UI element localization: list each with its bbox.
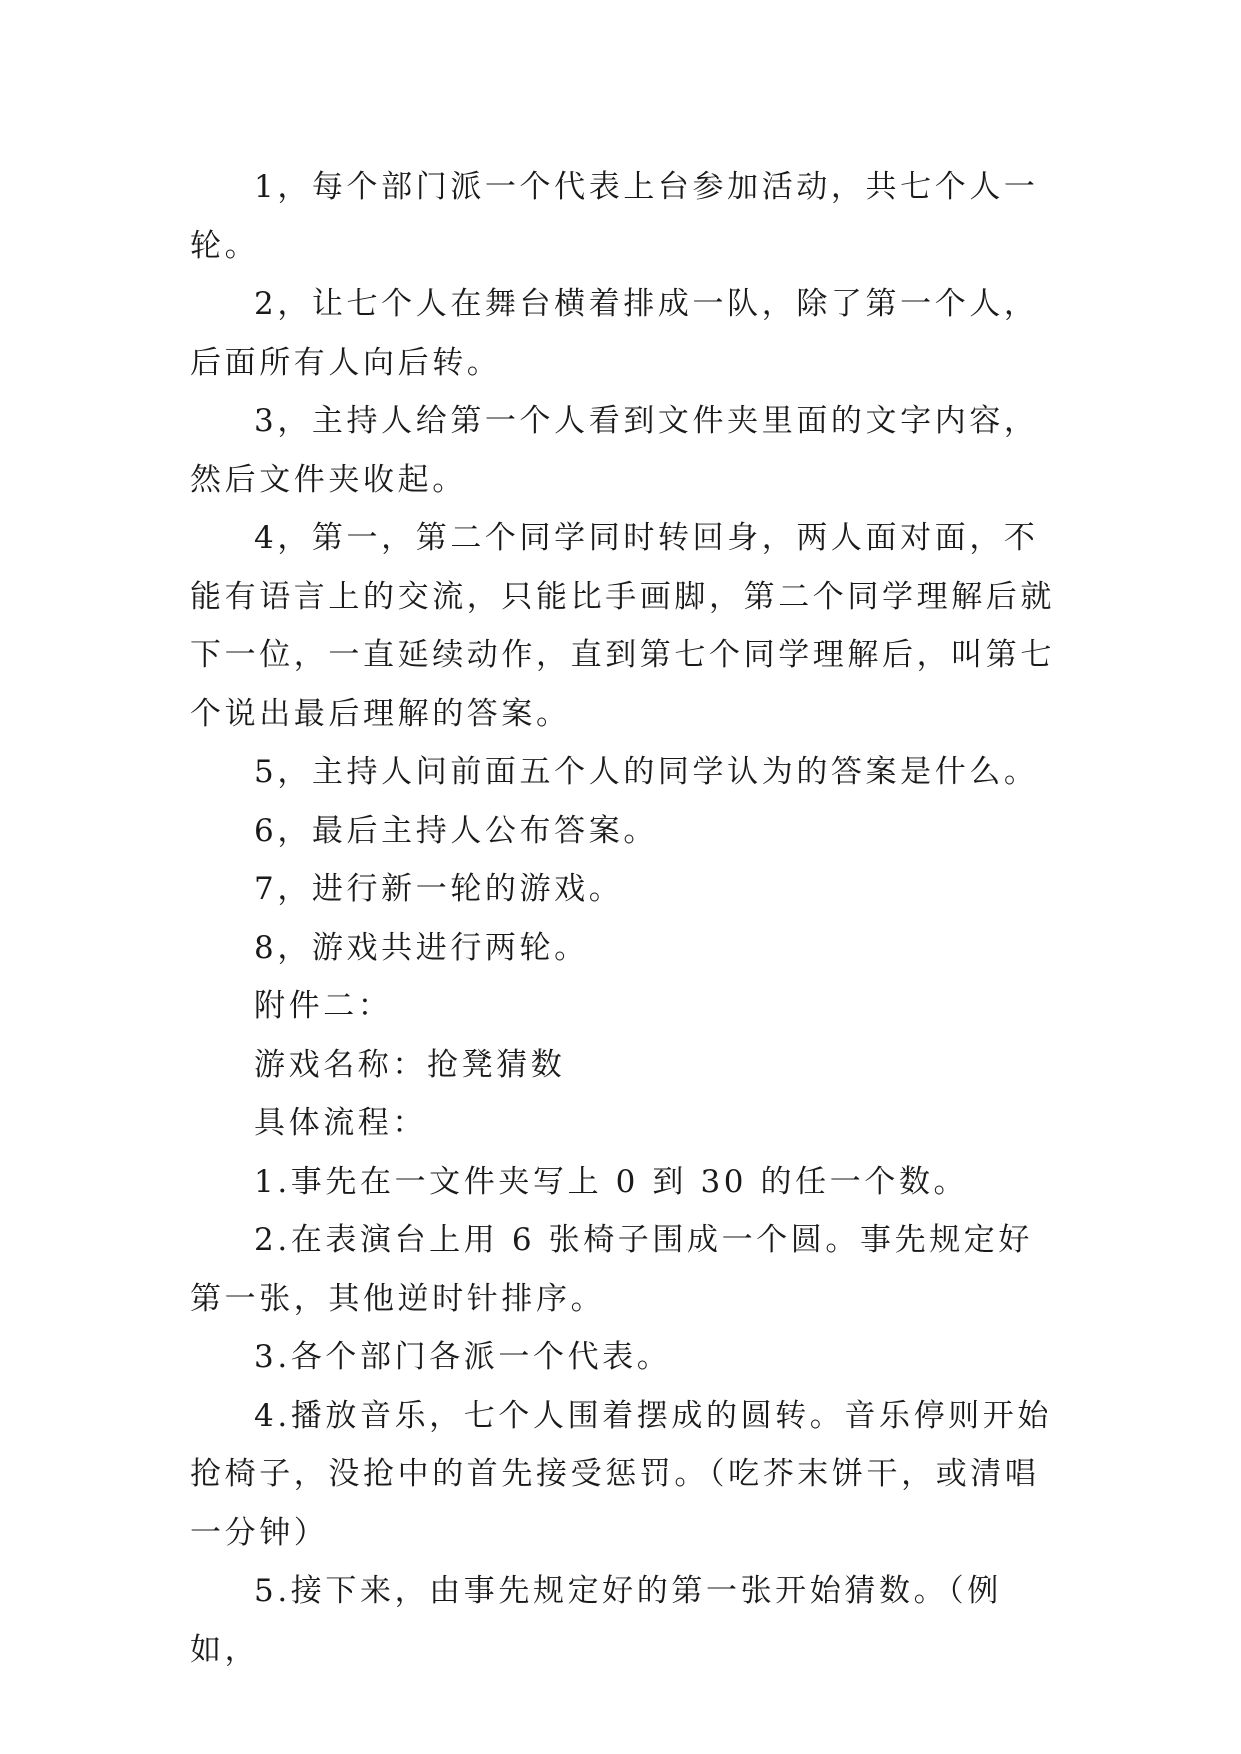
procedure-step-5: 5.接下来，由事先规定好的第一张开始猜数。（例如， — [190, 1573, 1002, 1668]
procedure-step-2: 2.在表演台上用 6 张椅子围成一个圆。事先规定好第一张，其他逆时针排序。 — [190, 1222, 1034, 1317]
paragraph-rule-2: 2，让七个人在舞台横着排成一队，除了第一个人，后面所有人向后转。 — [190, 286, 1039, 381]
procedure-step-1: 1.事先在一文件夹写上 0 到 30 的任一个数。 — [254, 1163, 969, 1200]
document-body — [190, 158, 1060, 1679]
paragraph-rule-8: 8，游戏共进行两轮。 — [254, 929, 589, 966]
paragraph-rule-4: 4，第一，第二个同学同时转回身，两人面对面，不能有语言上的交流，只能比手画脚，第二个同学理解后就下一位，一直延续动作，直到第七个同学理解后，叫第七个说出最后理解的答案。 — [190, 520, 1055, 732]
game-name: 游戏名称：抢凳猜数 — [254, 1046, 566, 1083]
paragraph-rule-3: 3，主持人给第一个人看到文件夹里面的文字内容，然后文件夹收起。 — [190, 403, 1039, 498]
paragraph-rule-6: 6，最后主持人公布答案。 — [254, 812, 658, 849]
procedure-step-3: 3.各个部门各派一个代表。 — [254, 1339, 672, 1375]
paragraph-rule-5: 5，主持人问前面五个人的同学认为的答案是什么。 — [254, 754, 1039, 790]
attachment-heading: 附件二： — [254, 988, 393, 1024]
paragraph-rule-1: 1，每个部门派一个代表上台参加活动，共七个人一轮。 — [190, 169, 1039, 264]
procedure-heading: 具体流程： — [254, 1105, 427, 1141]
procedure-step-4: 4.播放音乐，七个人围着摆成的圆转。音乐停则开始抢椅子，没抢中的首先接受惩罚。（吃芥末饼干，或清唱一分钟） — [190, 1397, 1052, 1551]
paragraph-rule-7: 7，进行新一轮的游戏。 — [254, 871, 624, 907]
